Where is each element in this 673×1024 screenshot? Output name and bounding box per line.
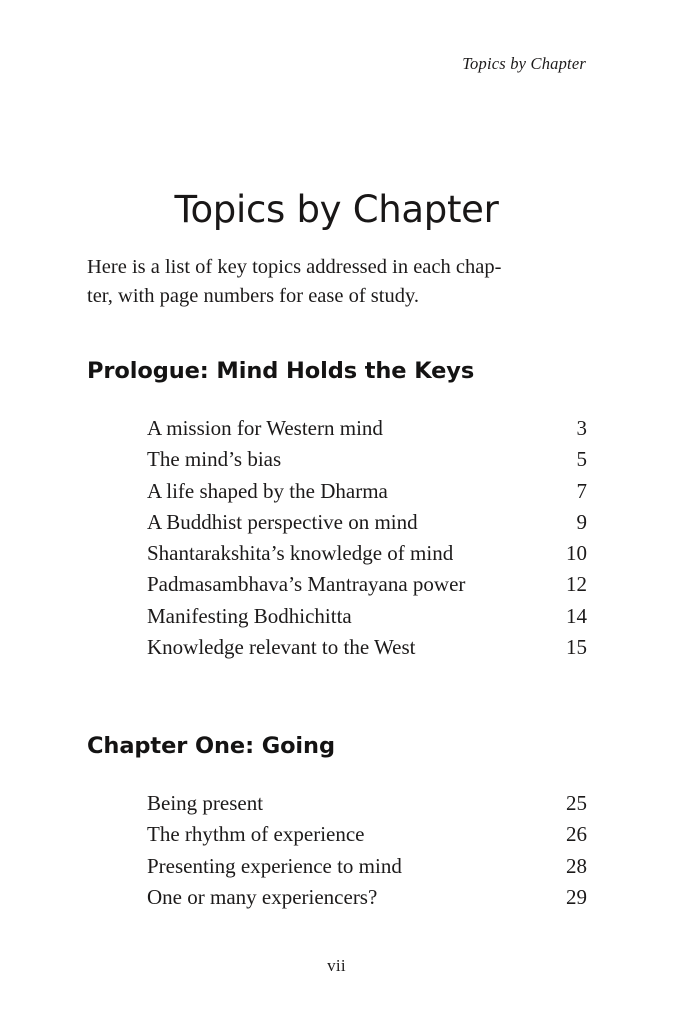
- page-title: Topics by Chapter: [174, 187, 499, 231]
- toc-entry-title: Being present: [147, 791, 264, 815]
- toc-entry-title: One or many experiencers?: [147, 884, 378, 909]
- toc-entry[interactable]: [147, 788, 587, 819]
- toc-entry-title: Padmasambhava’s Mantrayana power: [147, 572, 466, 597]
- toc-entry-page: 7: [576, 478, 587, 503]
- section-heading-prologue: Prologue: Mind Holds the Keys: [87, 358, 475, 384]
- intro-paragraph: [87, 253, 593, 311]
- toc-entry-title: Presenting experience to mind: [147, 853, 402, 878]
- toc-entry-title: Shantarakshita’s knowledge of mind: [147, 541, 454, 566]
- toc-entry-title: Manifesting Bodhichitta: [147, 603, 352, 628]
- toc-entry[interactable]: [147, 507, 587, 538]
- toc-entry-list-prologue: [147, 413, 587, 663]
- toc-entry[interactable]: [147, 569, 587, 600]
- intro-line-2: ter, with page numbers for ease of study.: [87, 284, 420, 307]
- page-folio: vii: [327, 956, 346, 975]
- toc-entry-list-chapter-one: [147, 788, 587, 913]
- toc-entry[interactable]: [147, 819, 587, 850]
- toc-entry-title: The rhythm of experience: [147, 822, 365, 847]
- toc-entry-page: 14: [566, 603, 587, 628]
- toc-entry-page: 15: [566, 635, 587, 660]
- toc-entry-page: 25: [566, 791, 587, 815]
- toc-entry-page: 12: [566, 572, 587, 597]
- section-prologue: [87, 358, 587, 663]
- toc-entry-page: 5: [576, 447, 587, 472]
- toc-entry-page: 9: [576, 509, 587, 534]
- intro-line-1: Here is a list of key topics addressed in each chap-: [87, 255, 502, 278]
- toc-entry[interactable]: [147, 444, 587, 475]
- toc-entry-page: 3: [576, 416, 587, 440]
- toc-entry-page: 29: [566, 884, 587, 909]
- toc-entry-title: A life shaped by the Dharma: [147, 478, 388, 503]
- toc-entry-title: A mission for Western mind: [147, 416, 383, 440]
- toc-entry[interactable]: [147, 538, 587, 569]
- toc-entry-page: 10: [566, 541, 587, 566]
- toc-entry[interactable]: [147, 413, 587, 444]
- running-header: Topics by Chapter: [462, 54, 586, 73]
- toc-entry[interactable]: [147, 882, 587, 913]
- toc-entry-page: 26: [566, 822, 587, 847]
- toc-entry[interactable]: [147, 601, 587, 632]
- section-chapter-one: [87, 733, 587, 913]
- toc-entry[interactable]: [147, 851, 587, 882]
- toc-entry-page: 28: [566, 853, 587, 878]
- toc-entry-title: The mind’s bias: [147, 447, 282, 472]
- section-heading-chapter-one: Chapter One: Going: [87, 733, 335, 759]
- toc-entry-title: Knowledge relevant to the West: [147, 635, 416, 660]
- toc-entry[interactable]: [147, 632, 587, 663]
- toc-entry-title: A Buddhist perspective on mind: [147, 509, 418, 534]
- toc-entry[interactable]: [147, 476, 587, 507]
